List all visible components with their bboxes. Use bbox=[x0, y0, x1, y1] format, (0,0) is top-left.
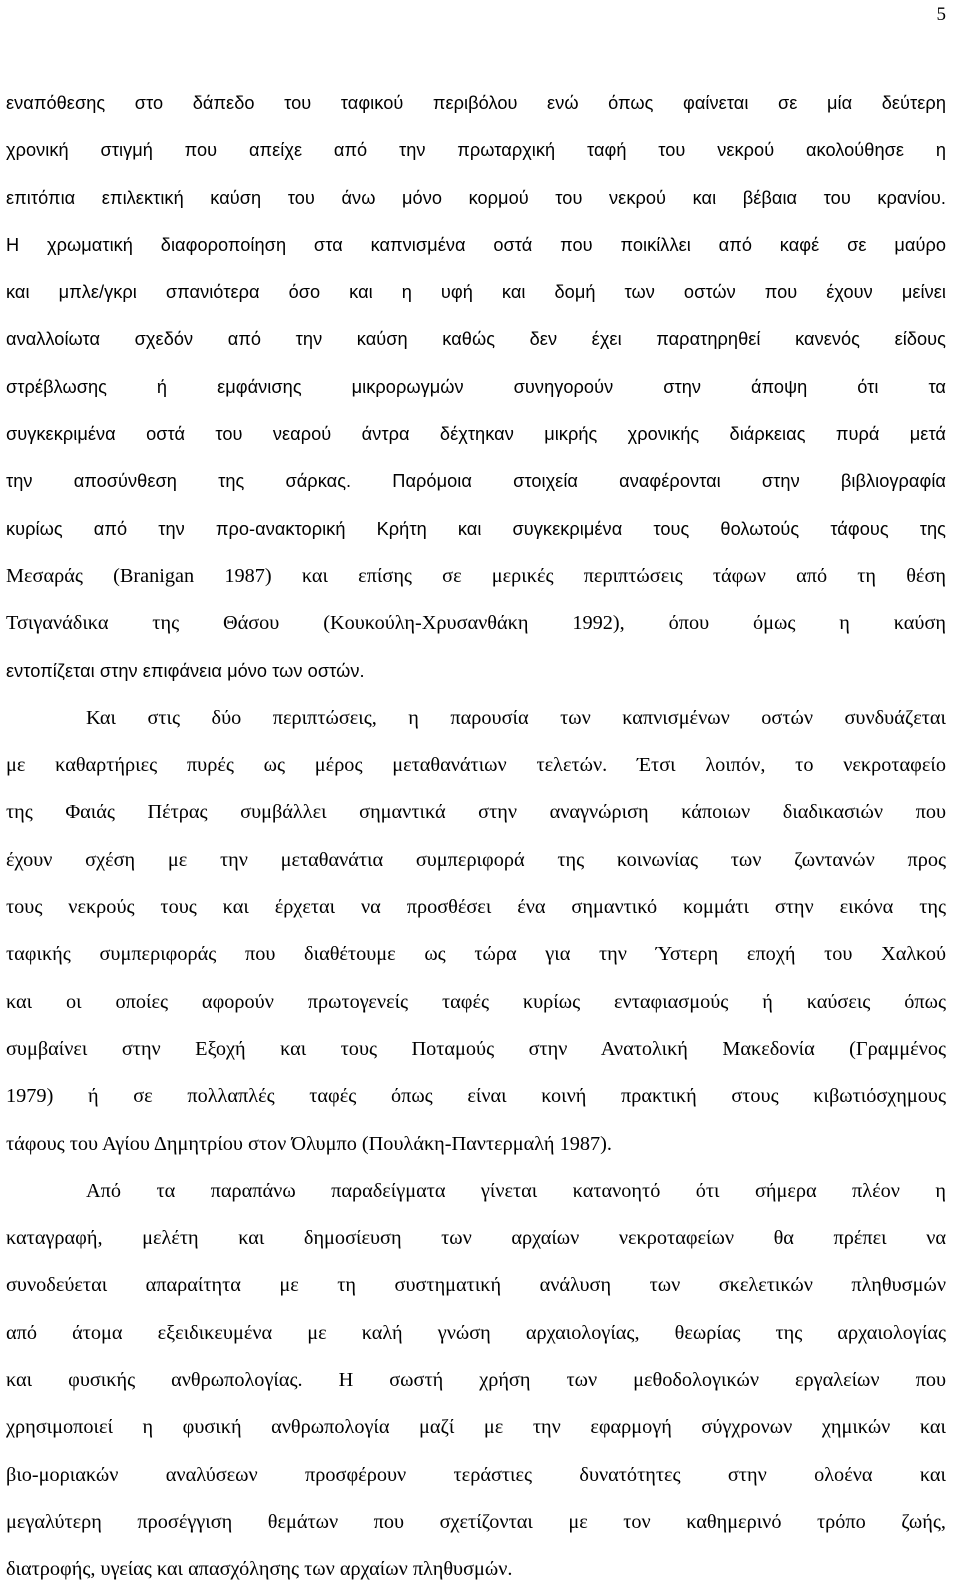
text-line: αναλλοίωτα σχεδόν από την καύση καθώς δεν έχει παρατηρηθεί κανενός είδους bbox=[6, 329, 946, 350]
text-line: εναπόθεσης στο δάπεδο του ταφικού περιβόλου ενώ όπως φαίνεται σε μία δεύτερη bbox=[6, 93, 946, 113]
text-line: στρέβλωσης ή εμφάνισης μικρορωγμών συνηγορούν στην άποψη ότι τα bbox=[6, 376, 946, 397]
text-line: συγκεκριμένα οστά του νεαρού άντρα δέχτηκαν μικρής χρονικής διάρκειας πυρά μετά bbox=[6, 424, 946, 445]
text-line: επιτόπια επιλεκτική καύση του άνω μόνο κορμού του νεκρού και βέβαια του κρανίου. bbox=[6, 187, 946, 208]
text-line: καταγραφή, μελέτη και δημοσίευση των αρχαίων νεκροταφείων θα πρέπει να bbox=[6, 1227, 946, 1250]
text-line: με καθαρτήριες πυρές ως μέρος μεταθανάτιων τελετών. Έτσι λοιπόν, το νεκροταφείο bbox=[6, 754, 946, 777]
text-line: και οι οποίες αφορούν πρωτογενείς ταφές κυρίως ενταφιασμούς ή καύσεις όπως bbox=[6, 990, 946, 1013]
text-line: της Φαιάς Πέτρας συμβάλλει σημαντικά στην αναγνώριση κάποιων διαδικασιών που bbox=[6, 801, 946, 824]
text-line: εντοπίζεται στην επιφάνεια μόνο των οστών. bbox=[6, 660, 365, 681]
text-line: και μπλε/γκρι σπανιότερα όσο και η υφή και δομή των οστών που έχουν μείνει bbox=[6, 282, 946, 303]
text-line: από άτομα εξειδικευμένα με καλή γνώση αρχαιολογίας, θεωρίας της αρχαιολογίας bbox=[6, 1321, 946, 1344]
text-line: διατροφής, υγείας και απασχόλησης των αρχαίων πληθυσμών. bbox=[6, 1558, 513, 1581]
text-line: ταφικής συμπεριφοράς που διαθέτουμε ως τώρα για την Ύστερη εποχή του Χαλκού bbox=[6, 943, 946, 966]
document-body bbox=[6, 80, 946, 1594]
text-line: τάφους του Αγίου Δημητρίου στον Όλυμπο (Πουλάκη-Παντερμαλή 1987). bbox=[6, 1132, 612, 1155]
text-line: και φυσικής ανθρωπολογίας. Η σωστή χρήση των μεθοδολογικών εργαλείων που bbox=[6, 1369, 946, 1392]
text-line: Μεσαράς (Branigan 1987) και επίσης σε μερικές περιπτώσεις τάφων από τη θέση bbox=[6, 564, 946, 587]
page-number: 5 bbox=[936, 4, 946, 25]
text-line: χρησιμοποιεί η φυσική ανθρωπολογία μαζί με την εφαρμογή σύγχρονων χημικών και bbox=[6, 1416, 946, 1439]
paragraph-start-line: Και στις δύο περιπτώσεις, η παρουσία των καπνισμένων οστών συνδυάζεται bbox=[86, 706, 946, 729]
text-line: 1979) ή σε πολλαπλές ταφές όπως είναι κοινή πρακτική στους κιβωτιόσχημους bbox=[6, 1085, 946, 1108]
text-line: τους νεκρούς τους και έρχεται να προσθέσει ένα σημαντικό κομμάτι στην εικόνα της bbox=[6, 896, 946, 919]
text-line: μεγαλύτερη προσέγγιση θεμάτων που σχετίζονται με τον καθημερινό τρόπο ζωής, bbox=[6, 1510, 946, 1533]
text-line: Τσιγανάδικα της Θάσου (Κουκούλη-Χρυσανθάκη 1992), όπου όμως η καύση bbox=[6, 612, 946, 635]
text-line: την αποσύνθεση της σάρκας. Παρόμοια στοιχεία αναφέρονται στην βιβλιογραφία bbox=[6, 471, 946, 492]
text-line: συνοδεύεται απαραίτητα με τη συστηματική ανάλυση των σκελετικών πληθυσμών bbox=[6, 1274, 946, 1297]
text-line: έχουν σχέση με την μεταθανάτια συμπεριφορά της κοινωνίας των ζωντανών προς bbox=[6, 848, 946, 871]
text-line: Η χρωματική διαφοροποίηση στα καπνισμένα οστά που ποικίλλει από καφέ σε μαύρο bbox=[6, 234, 946, 255]
paragraph-start-line: Από τα παραπάνω παραδείγματα γίνεται κατανοητό ότι σήμερα πλέον η bbox=[86, 1179, 946, 1202]
text-line: χρονική στιγμή που απείχε από την πρωταρχική ταφή του νεκρού ακολούθησε η bbox=[6, 140, 946, 161]
text-line: συμβαίνει στην Εξοχή και τους Ποταμούς στην Ανατολική Μακεδονία (Γραμμένος bbox=[6, 1037, 946, 1060]
text-line: βιο-μοριακών αναλύσεων προσφέρουν τεράστιες δυνατότητες στην ολοένα και bbox=[6, 1463, 946, 1486]
text-line: κυρίως από την προ-ανακτορική Κρήτη και συγκεκριμένα τους θολωτούς τάφους της bbox=[6, 518, 946, 539]
